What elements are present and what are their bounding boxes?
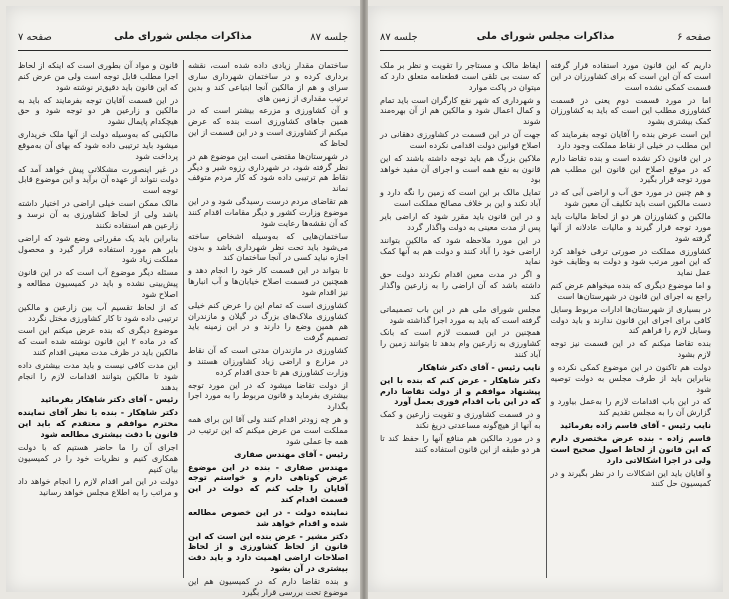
paragraph: تمایل مالک بر این است که زمین را نگه دارد و آباد نکند و این بر خلاف مصالح مملکت است (380, 187, 541, 209)
running-title: مذاکرات مجلس شورای ملی (476, 31, 615, 42)
right-page (368, 6, 723, 592)
paragraph: از دولت تقاضا میشود که در این مورد توجه بیشتری بفرماید و قانون مربوط را به مورد اجرا بگذارد (187, 379, 348, 412)
paragraph: و اما موضوع دیگری که بنده میخواهم عرض کنم راجع به اجرای این قانون در شهرستان‌ها است (550, 280, 711, 301)
paragraph: و هم چنین در مورد حق آب و اراضی آبی که در دست مالکین است باید تکلیف آن معین شود (550, 187, 711, 209)
paragraph: داریم که این قانون مورد استفاده قرار گرفته است که آن این است که برای کشاورزان در این قسمت کمکی نشده است (550, 60, 711, 92)
paragraph: در شهرستان‌ها مقتضی است این موضوع هم در نظر گرفته شود، در شهرداری رزوه شیر و دیگر نقاط هم ترتیبی داده شود که کار مردم متوقف نماند (187, 150, 348, 194)
page-header (380, 24, 711, 51)
paragraph: و شهرداری که شهر نفع کارگران است باید تمام و کمال اعمال شود و مالکین هم از آن بهره‌مند شوند (380, 94, 541, 127)
paragraph: مالکین و کشاورزان هر دو از لحاظ مالیات باید مورد توجه قرار گیرند و مالیات عادلانه از آنها گرفته شود (550, 210, 711, 243)
paragraph: جهت آن در این قسمت در کشاورزی دهقانی در اصلاح قوانین دولت اقدامی نکرده است (380, 129, 541, 150)
paragraph: و آقایان باید این اشکالات را در نظر بگیرند و در کمیسیون حل کنند (550, 467, 711, 489)
paragraph: بنده تقاضا میکنم که در این قسمت نیز توجه لازم بشود (550, 338, 711, 360)
paragraph: در این قسمت آقایان توجه بفرمایند که باید به مالکین و زارعین هر دو توجه شود و حق هیچکدام پایمال نشود (18, 94, 179, 127)
running-title: مذاکرات مجلس شورای ملی (114, 31, 252, 42)
paragraph: و در این قانون باید مقرر شود که اراضی بایر پس از مدت معینی به دولت واگذار گردد (380, 210, 541, 232)
paragraph: همچنین در این قسمت لازم است که بانک کشاورزی به زارعین وام بدهد تا بتوانند زمین را آباد کنند (380, 327, 541, 360)
paragraph: مجلس شورای ملی هم در این باب تصمیماتی گرفته است که باید به مورد اجرا گذاشته شود (380, 303, 541, 325)
paragraph: موضوع دیگری که بنده عرض میکنم این است که در ماده ۲ این قانون نوشته شده است که مالکین باید در ظرف مدت معینی اقدام کنند (18, 325, 179, 358)
paragraph: این است عرض بنده را آقایان توجه بفرمایند که این مطلب در خیلی از نقاط مملکت وجود دارد (550, 129, 711, 150)
paragraph: ایفاظ مالک و مستاجر را تقویت و نظر بر ملک که سنت بی تلقی است قطعنامه متعلق دارد که میتوان در پاکت موارد (380, 60, 541, 92)
paragraph: ساختمان‌هایی که به‌وسیله اشخاص ساخته می‌شود باید تحت نظر شهرداری باشد و بدون اجازه نباید کسی در آنجا ساختمان کند (187, 230, 348, 263)
column-divider (183, 60, 184, 578)
paragraph: رئیس - آقای دکتر شاهکار بفرمائید (40, 394, 179, 405)
paragraph: در غیر اینصورت مشکلاتی پیش خواهد آمد که دولت نتواند از عهده آن برآید و این موضوع قابل توجه است (18, 163, 179, 196)
session-number: جلسه ۸۷ (310, 32, 348, 43)
right-column (550, 60, 711, 578)
paragraph: در بسیاری از شهرستان‌ها ادارات مربوط وسایل کافی برای اجرای این قانون ندارند و باید دولت وسایل لازم را فراهم کند (550, 303, 711, 336)
book-gutter (360, 0, 368, 599)
text-columns (18, 60, 348, 597)
paragraph: دولت در این امر اقدام لازم را انجام خواهد داد و مراتب را به اطلاع مجلس خواهد رسانید (18, 476, 179, 498)
page-number-label: صفحه ۶ (677, 32, 711, 43)
paragraph: مالک ممکن است خیلی اراضی در اختیار داشته باشد ولی از لحاظ کشاورزی به آن نرسد و زارعین هم استفاده نکنند (18, 198, 179, 230)
paragraph: و بنده تقاضا دارم که در کمیسیون هم این موضوع تحت بررسی قرار بگیرد (187, 575, 348, 597)
paragraph: بنابراین باید یک مقرراتی وضع شود که اراضی بایر هم مورد استفاده قرار گیرد و محصول مملکت زیاد شود (18, 232, 179, 265)
paragraph: تا بتواند در این قسمت کار خود را انجام دهد و همچنین در قسمت اصلاح خیابان‌ها و آب انبار‌ها نیز اقدام شود (187, 265, 348, 297)
paragraph: اجرای آن را ما حاضر هستیم که با دولت همکاری کنیم و نظریات خود را در کمیسیون بیان کنیم (18, 441, 179, 474)
paragraph: نایب رئیس - آقای قاسم زاده بفرمائید (560, 420, 711, 431)
paragraph: و هر چه زودتر اقدام کنند ولی آقا این برای همه مملکت است من عرض میکنم که این ترتیب در همه جا عملی شود (187, 414, 348, 446)
page-number-label: صفحه ۷ (18, 32, 52, 43)
paragraph: که در این باب اقدامات لازم را به‌عمل بیاورد و گزارش آن را به مجلس تقدیم کند (550, 396, 711, 418)
paragraph: مسئله دیگر موضوع آب است که در این قانون پیش‌بینی نشده و باید در کمیسیون مطالعه و اصلاح شود (18, 267, 179, 299)
paragraph: ساختمان مقدار زیادی داده شده است، نقشه برداری کرده و در ساختمان شهرداری ساری سرای و هم از مالکین آنجا ابتیاعی کند و بدین ترتیب مقداری از زمین های (187, 60, 348, 103)
paragraph: دکتر شاهکار - بنده با نظر آقای نماینده محترم موافقم و معتقدم که باید این قانون با دقت بیشتری مطالعه شود (18, 407, 179, 439)
paragraph: قانون و مواد آن بطوری است که اینکه از لحاظ اجرا مطلب قابل توجه است ولی من عرض کنم که این قانون باید دقیق‌تر نوشته شود (18, 60, 179, 92)
paragraph: دولت هم تاکنون در این موضوع کمکی نکرده و بنابراین باید از طرف مجلس به دولت توصیه شود (550, 361, 711, 394)
paragraph: در این قانون ذکر نشده است و بنده تقاضا دارم که در موقع اصلاح این قانون این مطلب هم مورد توجه قرار بگیرد (550, 152, 711, 185)
column-divider (546, 60, 547, 578)
paragraph: که از لحاظ تقسیم آب بین زارعین و مالکین ترتیبی داده شود تا کار کشاورزی مختل نگردد (18, 301, 179, 323)
paragraph: کشاورزی در مازندران مدتی است که آن نقاط در مزارع و اراضی زیاد کشاورزان هستند و وزارت کشاورزی هم تا حدی اقدام کرده (187, 345, 348, 377)
paragraph: دکتر شاهکار - عرض کنم که بنده با این پیشنهاد موافقم و از دولت تقاضا دارم که در این باب اقدام فوری بعمل آورد (380, 374, 541, 407)
paragraph: کشاورزی است که تمام این را عرض کنم خیلی کشاورزی ملاک‌های بزرگ در گیلان و مازندران هم همین وضع را دارند و در این زمینه باید تصمیم گرفت (187, 299, 348, 343)
paragraph: رئیس - آقای مهندس صفاری (234, 448, 348, 459)
paragraph: و در قسمت کشاورزی و تقویت زارعین و کمک به آنها از هیچ‌گونه مساعدتی دریغ نکند (380, 409, 541, 431)
paragraph: دکتر مشیر - عرض بنده این است که این قانون از لحاظ کشاورزی و از لحاظ اصلاحات اراضی اهمیت دارد و باید دقت بیشتری در آن بشود (187, 530, 348, 574)
left-page (6, 6, 360, 597)
paragraph: مالکینی که به‌وسیله دولت از آنها ملک خریداری میشود باید ترتیبی داده شود که بهای آن به‌موقع پرداخت شود (18, 129, 179, 161)
paragraph: این مدت کافی نیست و باید مدت بیشتری داده شود تا مالکین بتوانند اقدامات لازم را انجام بدهند (18, 359, 179, 392)
left-column (18, 60, 178, 578)
paragraph: کشاورزی مملکت در صورتی ترقی خواهد کرد که این امور مرتب شود و دولت به وظایف خود عمل نماید (550, 245, 711, 278)
paragraph: قاسم زاده - بنده عرض مختصری دارم که این قانون از لحاظ اصول صحیح است ولی در اجرا اشکالاتی دارد (550, 433, 711, 465)
paragraph: نایب رئیس - آقای دکتر شاهکار (418, 361, 541, 372)
page-header (18, 24, 348, 51)
left-column (380, 60, 541, 578)
text-columns (380, 60, 711, 578)
right-column (187, 60, 348, 597)
paragraph: اما در مورد قسمت دوم یعنی در قسمت کشاورزی مطلب این است که باید به کشاورزان کمک بیشتری بشود (550, 94, 711, 127)
session-number: جلسه ۸۷ (380, 32, 418, 43)
paragraph: و اگر در مدت معین اقدام نکردند دولت حق داشته باشد که آن اراضی را به زارعین واگذار کند (380, 269, 541, 301)
paragraph: مهندس صفاری - بنده در این موضوع عرض کوتاهی دارم و خواستم توجه آقایان را جلب کنم که دولت در این قسمت اقدام کند (187, 461, 348, 505)
paragraph: در این مورد ملاحظه شود که مالکین بتوانند اراضی خود را آباد کنند و دولت هم به آنها کمک نماید (380, 234, 541, 267)
paragraph: و آن کشاورزی و مزرعه بیشتر است که در همین جاهای کشاورزی است بنده که عرض میکنم از کشاورزی است و در این قسمت از این لحاظ که (187, 105, 348, 148)
paragraph: ملاکین بزرگ هم باید توجه داشته باشند که این قانون به نفع همه است و اجرای آن مفید خواهد بود (380, 152, 541, 185)
paragraph: نماینده دولت - در این خصوص مطالعه شده و اقدام خواهد شد (187, 506, 348, 528)
paragraph: هم تقاضای مردم درست رسیدگی شود و در این موضوع وزارت کشور و دیگر مقامات اقدام کنند که آن نقشه‌ها رعایت شود (187, 196, 348, 228)
paragraph: و در مورد مالکین هم منافع آنها را حفظ کند تا هر دو طبقه از این قانون استفاده کنند (380, 433, 541, 454)
